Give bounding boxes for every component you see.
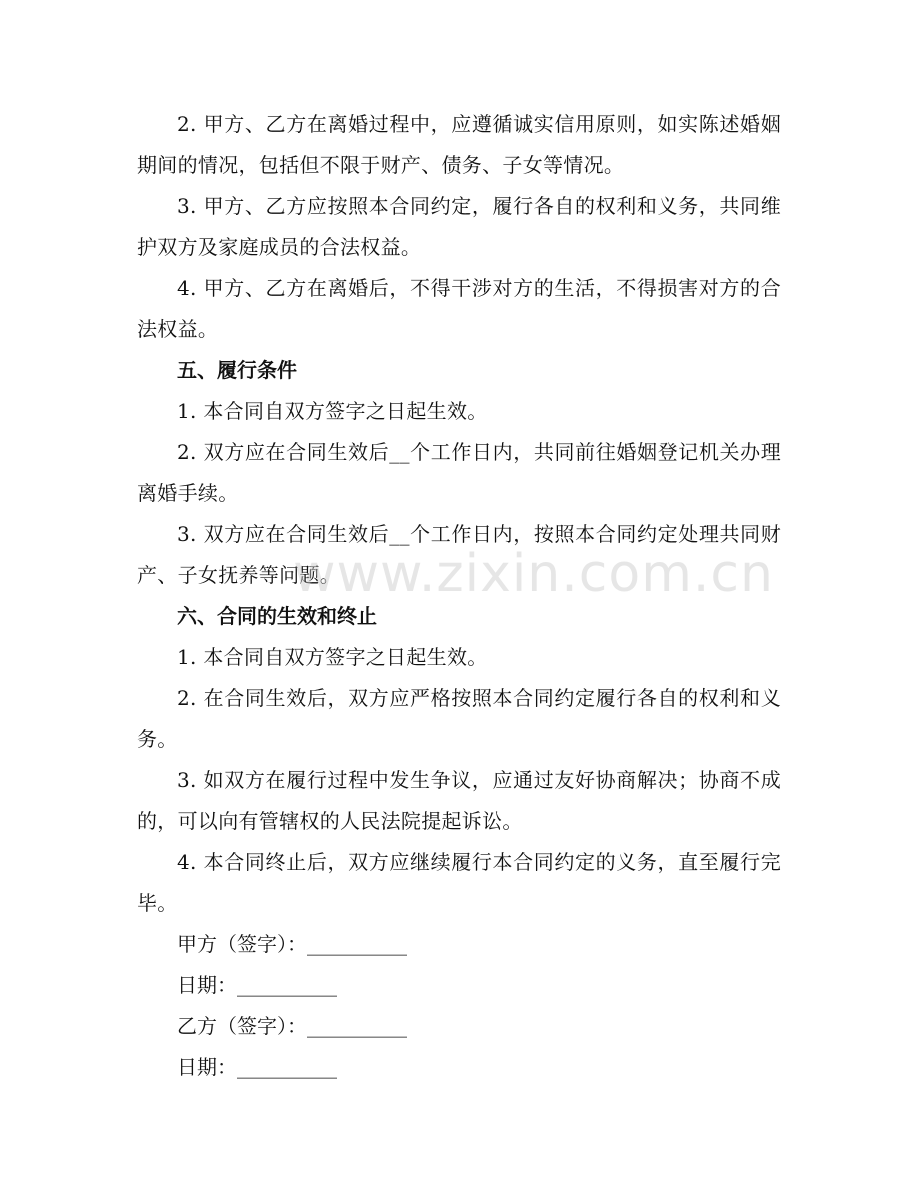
clause-paragraph: 3. 如双方在履行过程中发生争议，应通过友好协商解决；协商不成的，可以向有管辖权的人民法院提起诉讼。	[137, 768, 781, 833]
party-b-signature-line: 乙方（签字）：__________	[177, 1014, 407, 1038]
party-a-signature-line: 甲方（签字）：__________	[177, 932, 407, 956]
section-heading-effect-termination: 六、合同的生效和终止	[177, 604, 377, 628]
clause-paragraph: 1. 本合同自双方签字之日起生效。	[177, 399, 488, 423]
clause-paragraph: 1. 本合同自双方签字之日起生效。	[177, 645, 488, 669]
clause-paragraph: 2. 双方应在合同生效后__个工作日内，共同前往婚姻登记机关办理离婚手续。	[137, 440, 781, 505]
clause-paragraph: 2. 甲方、乙方在离婚过程中，应遵循诚实信用原则，如实陈述婚姻期间的情况，包括但不限于财产、债务、子女等情况。	[137, 112, 781, 177]
clause-paragraph: 4. 本合同终止后，双方应继续履行本合同约定的义务，直至履行完毕。	[137, 850, 781, 915]
watermark: www.zixin.com.cn	[293, 544, 774, 604]
party-a-date-line: 日期：__________	[177, 973, 337, 997]
clause-paragraph: 2. 在合同生效后，双方应严格按照本合同约定履行各自的权利和义务。	[137, 686, 781, 751]
section-heading-performance: 五、履行条件	[177, 358, 297, 382]
contract-document	[137, 104, 781, 1088]
clause-paragraph: 3. 甲方、乙方应按照本合同约定，履行各自的权利和义务，共同维护双方及家庭成员的合法权益。	[137, 194, 781, 259]
party-b-date-line: 日期：__________	[177, 1055, 337, 1079]
clause-paragraph: 4. 甲方、乙方在离婚后，不得干涉对方的生活，不得损害对方的合法权益。	[137, 276, 781, 341]
clause-paragraph: 3. 双方应在合同生效后__个工作日内，按照本合同约定处理共同财产、子女抚养等问题。	[137, 522, 781, 587]
